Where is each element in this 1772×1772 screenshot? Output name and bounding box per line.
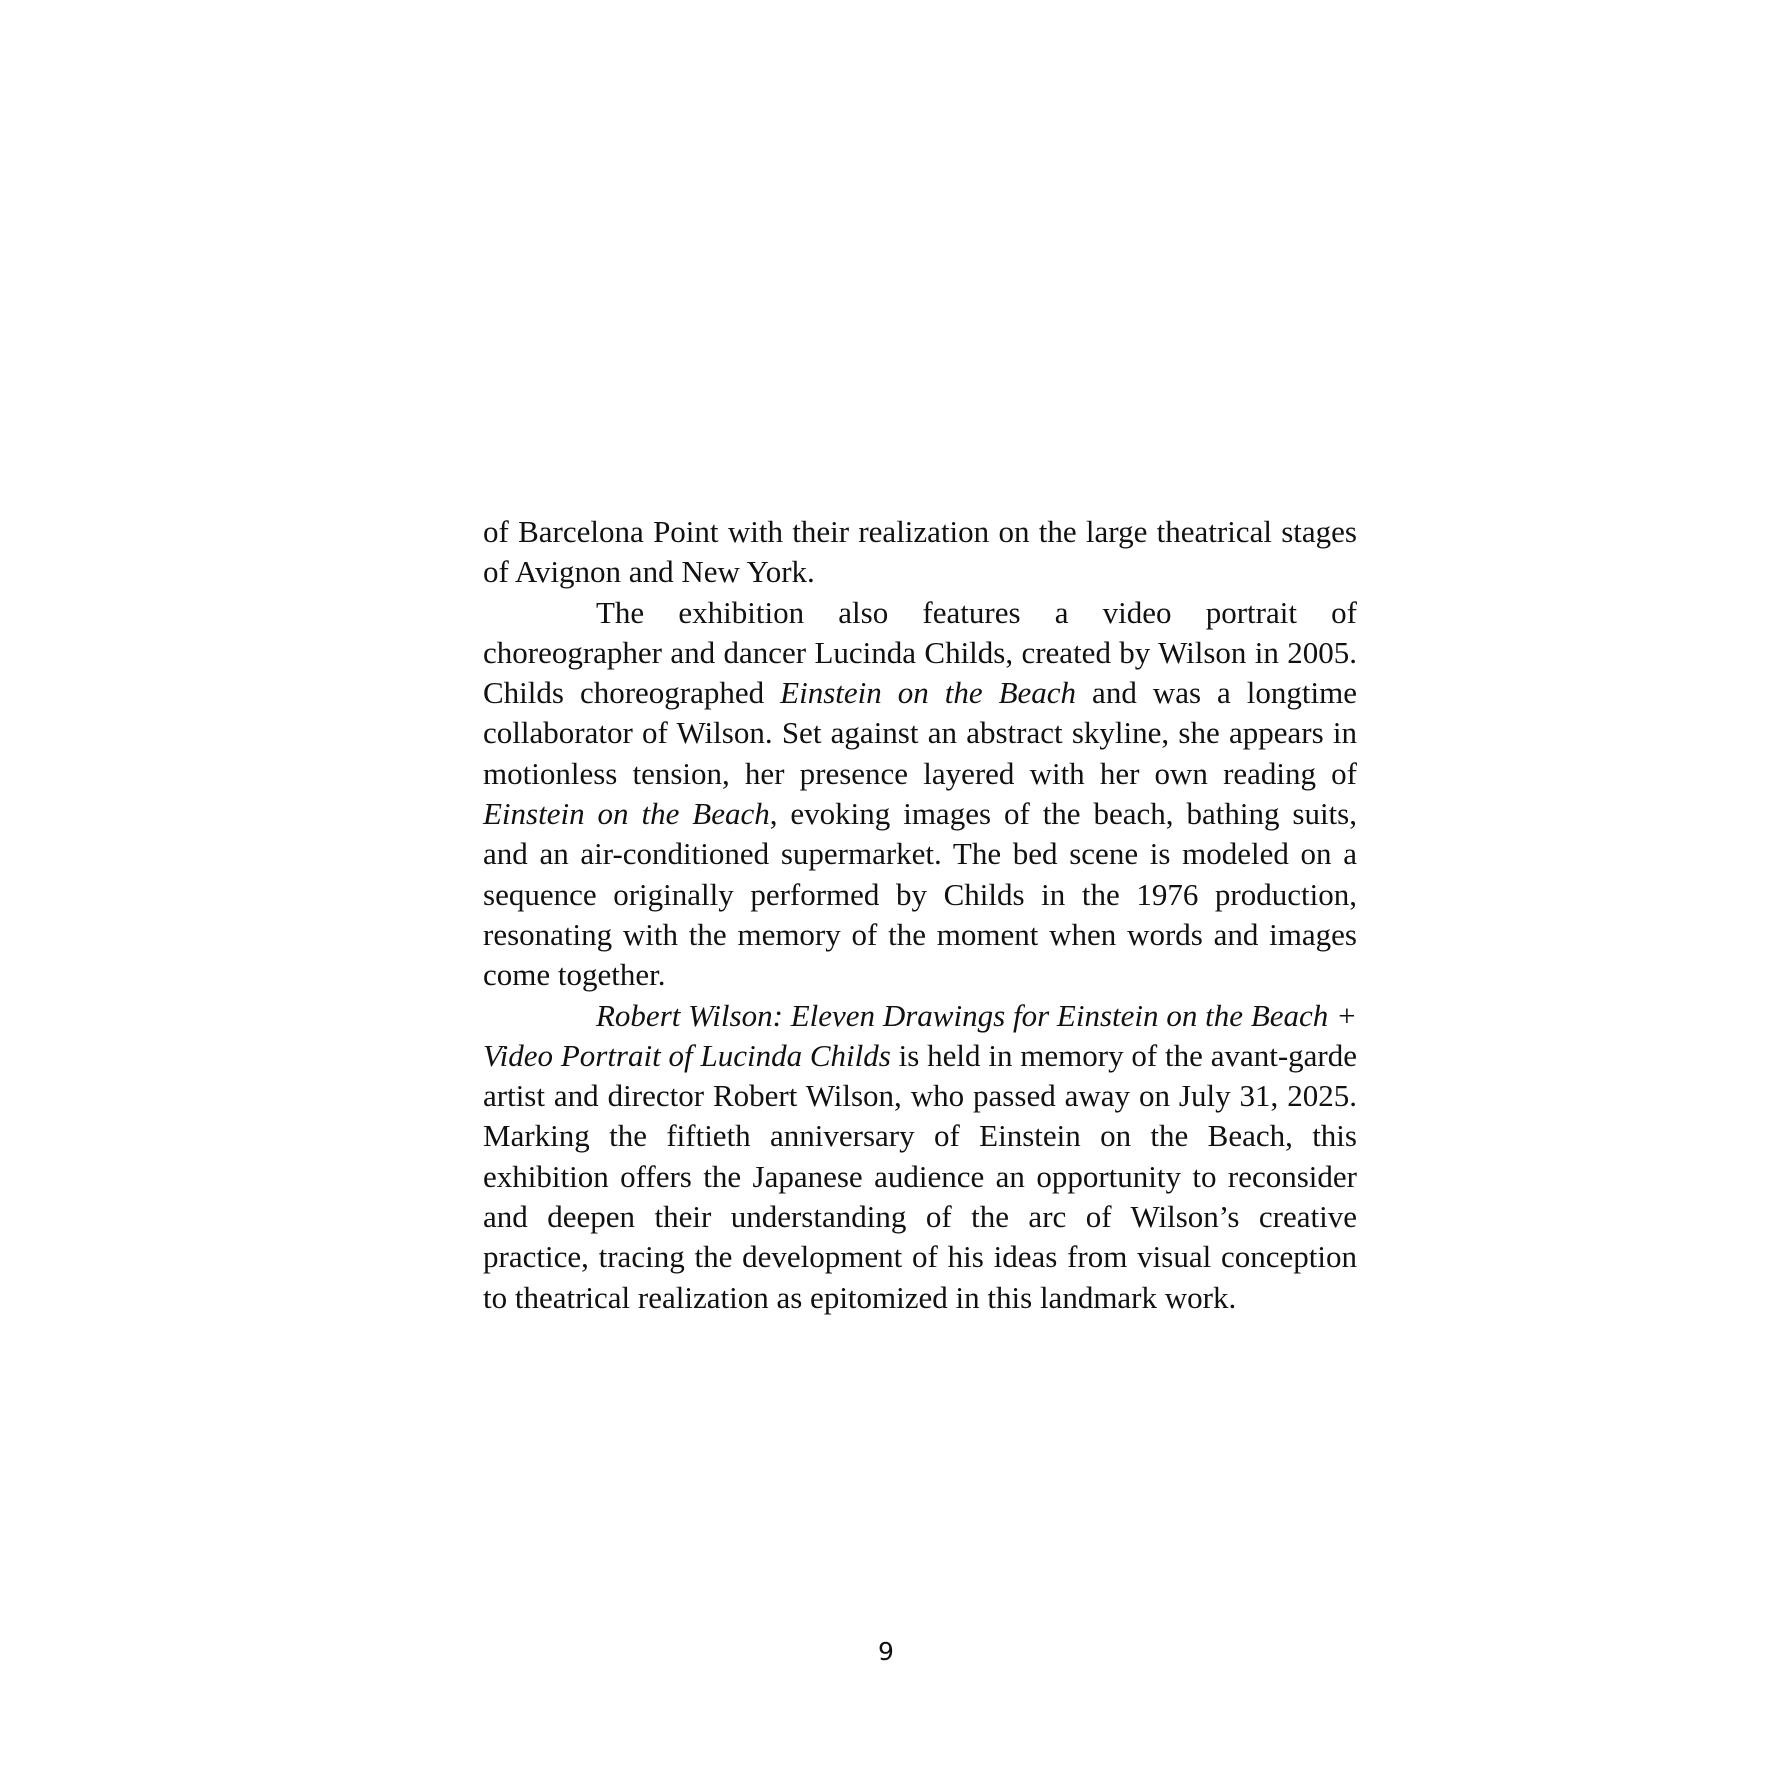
paragraph-2-text-2: and was a longtime collaborator of Wilson. Set against an abstract skyline, she appears in motionless tension, her presence layered with her own reading of xyxy=(483,675,1357,791)
exhibition-title-italic: Robert Wilson: Eleven Drawings for Einstein on the Beach + Video Portrait of Lucinda Childs xyxy=(483,997,1357,1073)
paragraph-3 xyxy=(483,996,1357,1318)
work-title-italic: Einstein on the Beach xyxy=(780,675,1077,711)
paragraph-2-text-3: , evoking images of the beach, bathing suits, and an air-conditioned supermarket. The bed scene is modeled on a sequence originally performed by Childs in the 1976 production, resonating with the memory of the moment when words and images come together. xyxy=(483,796,1357,993)
page-number: 9 xyxy=(878,1637,894,1666)
paragraph-1 xyxy=(483,512,1357,593)
work-title-italic: Einstein on the Beach xyxy=(483,796,770,832)
paragraph-3-text-1: is held in memory of the avant-garde artist and director Robert Wilson, who passed away on July 31, 2025. Marking the fiftieth anniversary of Einstein on the Beach, this exhibition offers the Japanese audience an opportunity to reconsider and deepen their understanding of the arc of Wilson’s creative practice, tracing the development of his ideas from visual conception to theatrical realization as epitomized in this landmark work. xyxy=(483,1037,1357,1315)
body-text xyxy=(483,512,1357,1318)
paragraph-1-text: of Barcelona Point with their realization on the large theatrical stages of Avignon and New York. xyxy=(483,514,1357,590)
paragraph-2 xyxy=(483,593,1357,996)
paragraph-2-text-1: The exhibition also features a video portrait of choreographer and dancer Lucinda Childs, created by Wilson in 2005. Childs choreographed xyxy=(483,594,1357,711)
